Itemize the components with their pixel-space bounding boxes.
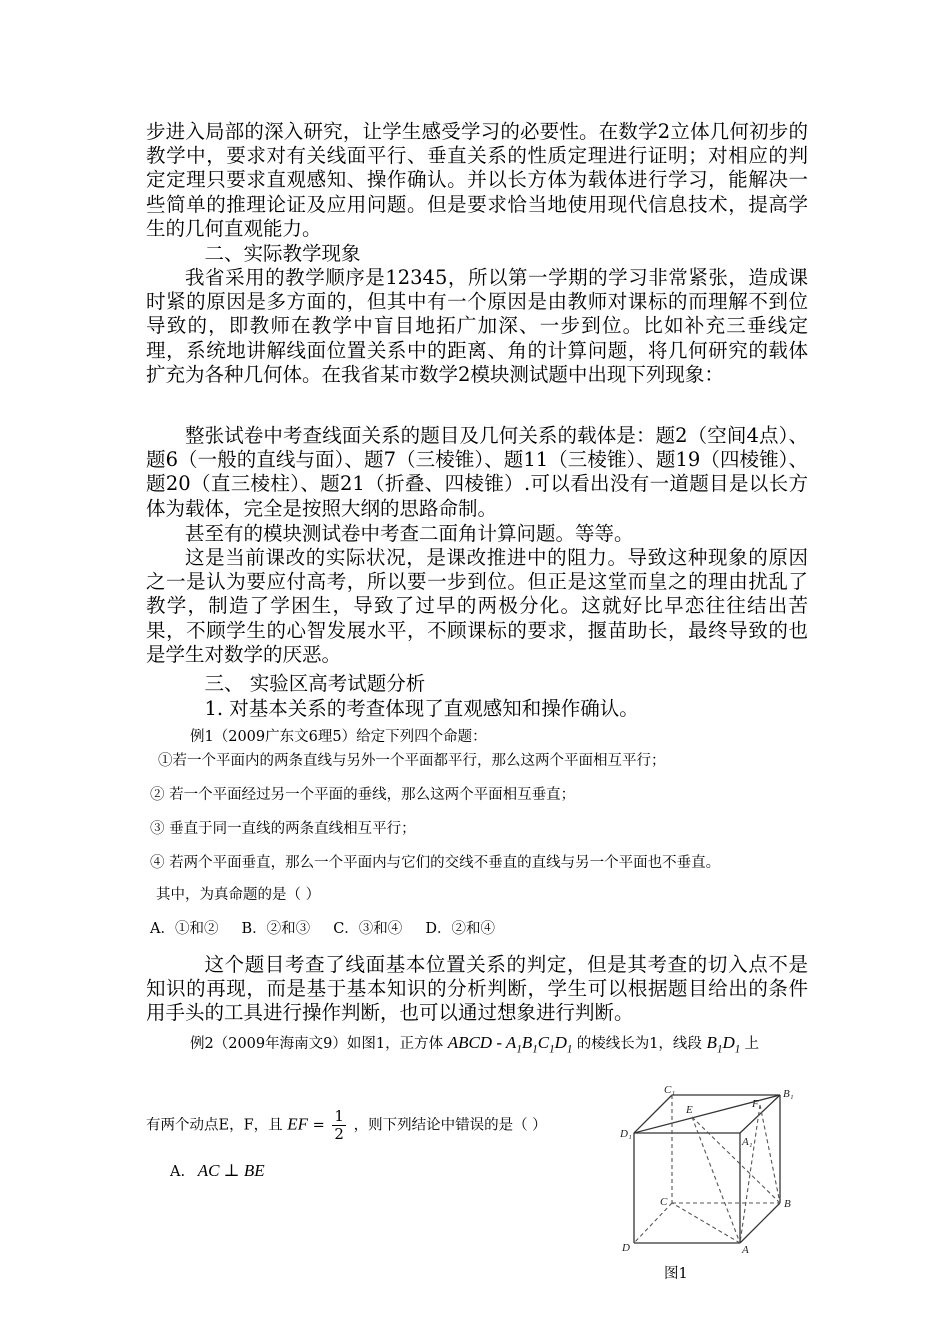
example-1: 例1（2009广东文6理5）给定下列四个命题： — [190, 729, 487, 745]
label-a1: A₁ — [742, 1136, 753, 1148]
example-2-text-c: 上 — [744, 1036, 760, 1052]
proposition-1: ①若一个平面内的两条直线与另外一个平面都平行，那么这两个平面相互平行； — [158, 753, 666, 769]
paragraph-5: 这是当前课改的实际状况，是课改推进中的阻力。导致这种现象的原因之一是认为要应付高考，所以要一步到位。但正是这堂而皇之的理由扰乱了教学，制造了学困生，导致了过早的两极分化。这就好比早恋往往结出苦果，不顾学生的心智发展水平，不顾课标的要求，揠苗助长，最终导致的也是学生对数学的厌恶。 — [146, 546, 808, 666]
paragraph-2: 我省采用的教学顺序是12345，所以第一学期的学习非常紧张，造成课时紧的原因是多方面的，但其中有一个原因是由教师对课标的而理解不到位导致的，即教师在教学中盲目地拓广加深、一步到位。比如补充三垂线定理，系统地讲解线面位置关系中的距离、角的计算问题，将几何研究的载体扩充为各种几何体。在我省某市数学2模块测试题中出现下列现象： — [146, 266, 808, 386]
paragraph-3: 整张试卷中考查线面关系的题目及几何关系的载体是：题2（空间4点）、题6（一般的直线与面）、题7（三棱锥）、题11（三棱锥）、题19（四棱锥）、题20（直三棱柱）、题21（折叠、四棱锥）.可以看出没有一道题目是以长方体为载体，完全是按照大纲的思路命制。 — [146, 424, 808, 520]
hidden-f-b — [760, 1105, 780, 1203]
option-a-math: AC ⊥ BE — [197, 1161, 265, 1180]
fraction-half: $\frac{1}{2}$ — [334, 1107, 344, 1143]
paragraph-6: 这个题目考查了线面基本位置关系的判定，但是其考查的切入点不是知识的再现，而是基于基本知识的分析判断，学生可以根据题目给出的条件用手头的工具进行操作判断，也可以通过想象进行判断。 — [146, 953, 808, 1025]
example-2-text-b: 的棱线长为1，线段 — [576, 1036, 702, 1052]
example-2-text-a: 例2（2009年海南文9）如图1，正方体 — [190, 1036, 444, 1052]
label-c: C — [660, 1196, 668, 1208]
example-2-text-e: ，则下列结论中错误的是（ ） — [353, 1117, 547, 1134]
label-d1: D₁ — [620, 1128, 632, 1140]
cube-figure — [620, 1085, 800, 1270]
heading-2: 二、实际教学现象 — [204, 242, 361, 265]
example-2-line-2 — [146, 1108, 547, 1143]
label-d: D — [622, 1242, 630, 1254]
option-a-label: A. — [170, 1164, 186, 1180]
paragraph-4: 甚至有的模块测试卷中考查二面角计算问题。等等。 — [185, 522, 634, 545]
paragraph-1: 步进入局部的深入研究，让学生感受学习的必要性。在数学2立体几何初步的教学中，要求对有关线面平行、垂直关系的性质定理进行证明；对相应的判定定理只要求直观感知、操作确认。并以长方体为载体进行学习，能解决一些简单的推理论证及应用问题。但是要求恰当地使用现代信息技术，提高学生的几何直观能力。 — [146, 120, 808, 240]
hidden-e-b — [692, 1117, 780, 1203]
label-b1: B₁ — [783, 1088, 794, 1100]
segment-name: $B_1D_1$ — [706, 1033, 741, 1056]
question-1: 其中，为真命题的是（ ） — [156, 887, 321, 903]
proposition-4: ④ 若两个平面垂直，那么一个平面内与它们的交线不垂直的直线与另一个平面也不垂直。 — [150, 855, 721, 871]
example-2-line — [190, 1034, 759, 1058]
label-c1: C₁ — [664, 1085, 676, 1096]
hidden-c-d — [634, 1203, 672, 1243]
hidden-e-a — [692, 1117, 740, 1243]
options-1: A．①和② B．②和③ C．③和④ D．②和④ — [150, 921, 495, 937]
label-a: A — [742, 1244, 749, 1256]
proposition-2: ② 若一个平面经过另一个平面的垂线，那么这两个平面相互垂直； — [150, 787, 576, 803]
equals-sign: = — [312, 1117, 325, 1134]
heading-3: 三、 实验区高考试题分析 — [204, 672, 426, 695]
label-b: B — [784, 1198, 791, 1210]
ef-symbol: EF — [287, 1114, 309, 1134]
edge-a-b — [740, 1203, 780, 1243]
cube-name: ABCD - $A_1B_1C_1D_1$ — [447, 1033, 573, 1056]
label-f: F — [752, 1098, 759, 1110]
label-e: E — [686, 1104, 693, 1116]
edge-c1-d1 — [634, 1095, 672, 1133]
hidden-f-a — [740, 1105, 760, 1243]
example-2-text-d: 有两个动点E，F，且 — [146, 1117, 283, 1134]
hidden-a-c — [672, 1203, 740, 1243]
option-a-line — [170, 1162, 265, 1181]
subheading-1: 1. 对基本关系的考查体现了直观感知和操作确认。 — [204, 697, 639, 720]
figure-caption: 图1 — [664, 1266, 688, 1282]
proposition-3: ③ 垂直于同一直线的两条直线相互平行； — [150, 821, 416, 837]
